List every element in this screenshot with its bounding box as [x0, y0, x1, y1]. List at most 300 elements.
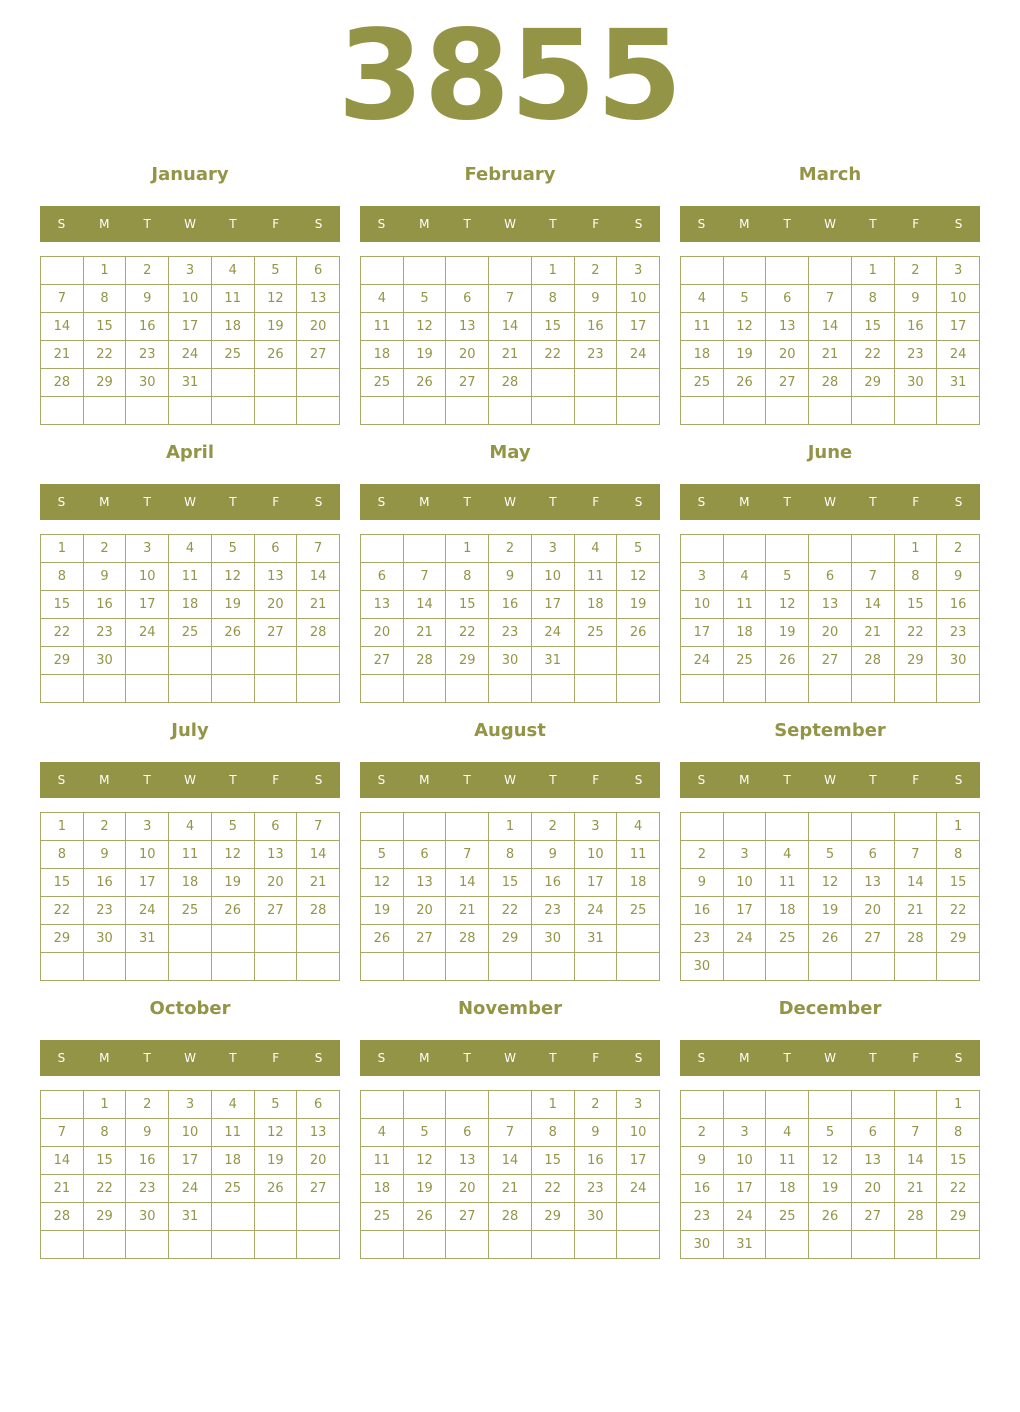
- day-cell: 4: [212, 1091, 255, 1119]
- day-cell: 26: [724, 369, 767, 397]
- day-cell: 4: [724, 563, 767, 591]
- day-cell: 28: [41, 1203, 84, 1231]
- day-cell: 9: [895, 285, 938, 313]
- weekday-label: W: [184, 495, 196, 509]
- weekday-label: S: [697, 1051, 706, 1065]
- day-cell: 26: [809, 925, 852, 953]
- weekday-header: [360, 206, 660, 242]
- day-cell: 20: [809, 619, 852, 647]
- weekday-label: M: [419, 217, 430, 231]
- day-cell: [489, 257, 532, 285]
- day-cell: 29: [937, 925, 980, 953]
- day-cell: 25: [724, 647, 767, 675]
- month-name: September: [774, 720, 886, 741]
- weekday-label: S: [57, 495, 66, 509]
- day-cell: 14: [489, 1147, 532, 1175]
- day-cell: 13: [446, 313, 489, 341]
- day-cell: 10: [724, 869, 767, 897]
- day-cell: 9: [126, 1119, 169, 1147]
- day-cell: 30: [532, 925, 575, 953]
- weekday-label: S: [634, 1051, 643, 1065]
- day-cell: 25: [212, 341, 255, 369]
- day-cell: 24: [126, 619, 169, 647]
- day-cell: 2: [84, 813, 127, 841]
- day-cell: 30: [126, 1203, 169, 1231]
- day-cell: 31: [724, 1231, 767, 1259]
- weekday-label: T: [463, 1051, 471, 1065]
- day-cell: 19: [212, 869, 255, 897]
- day-cell: 15: [84, 313, 127, 341]
- day-cell: [446, 953, 489, 981]
- month-name: March: [798, 164, 862, 185]
- day-cell: 21: [895, 1175, 938, 1203]
- day-cell: 26: [255, 341, 298, 369]
- day-cell: 17: [681, 619, 724, 647]
- day-cell: 6: [404, 841, 447, 869]
- weekday-label: T: [869, 217, 877, 231]
- weekday-label: S: [954, 495, 963, 509]
- day-cell: 18: [169, 869, 212, 897]
- day-cell: [617, 953, 660, 981]
- day-grid: [360, 256, 660, 425]
- day-cell: 25: [361, 1203, 404, 1231]
- day-cell: 20: [446, 341, 489, 369]
- weekday-header: [40, 762, 340, 798]
- day-cell: 23: [895, 341, 938, 369]
- day-cell: 25: [766, 925, 809, 953]
- day-cell: 13: [852, 869, 895, 897]
- day-cell: [895, 397, 938, 425]
- day-cell: 9: [575, 1119, 618, 1147]
- day-cell: 27: [297, 1175, 340, 1203]
- day-cell: [404, 1231, 447, 1259]
- weekday-label: M: [99, 217, 110, 231]
- day-cell: 22: [532, 341, 575, 369]
- month-name: June: [807, 442, 853, 463]
- day-cell: 19: [212, 591, 255, 619]
- day-cell: 15: [84, 1147, 127, 1175]
- day-cell: 5: [212, 813, 255, 841]
- day-cell: [809, 1091, 852, 1119]
- day-cell: 6: [361, 563, 404, 591]
- day-cell: 8: [895, 563, 938, 591]
- day-cell: [255, 953, 298, 981]
- weekday-header: [680, 484, 980, 520]
- day-cell: 17: [532, 591, 575, 619]
- day-cell: 14: [446, 869, 489, 897]
- day-cell: 22: [852, 341, 895, 369]
- day-cell: 14: [852, 591, 895, 619]
- day-cell: 23: [575, 1175, 618, 1203]
- day-cell: 28: [41, 369, 84, 397]
- day-cell: 22: [41, 619, 84, 647]
- day-cell: 4: [169, 535, 212, 563]
- day-cell: 22: [446, 619, 489, 647]
- day-cell: [404, 1091, 447, 1119]
- day-cell: 9: [532, 841, 575, 869]
- day-cell: 26: [404, 1203, 447, 1231]
- day-grid: [40, 256, 340, 425]
- day-cell: 14: [895, 869, 938, 897]
- day-cell: 24: [724, 925, 767, 953]
- day-cell: 28: [404, 647, 447, 675]
- day-cell: [126, 647, 169, 675]
- day-cell: [724, 675, 767, 703]
- day-cell: 11: [617, 841, 660, 869]
- day-cell: 16: [681, 1175, 724, 1203]
- day-cell: 16: [681, 897, 724, 925]
- day-cell: 7: [852, 563, 895, 591]
- day-cell: 17: [169, 1147, 212, 1175]
- weekday-label: F: [912, 217, 920, 231]
- day-cell: 4: [361, 285, 404, 313]
- day-cell: 5: [212, 535, 255, 563]
- day-cell: 30: [575, 1203, 618, 1231]
- weekday-header: [40, 206, 340, 242]
- day-cell: [575, 397, 618, 425]
- day-cell: 16: [126, 313, 169, 341]
- day-cell: 18: [617, 869, 660, 897]
- weekday-label: F: [272, 1051, 280, 1065]
- day-cell: [724, 257, 767, 285]
- year-title: 3855: [337, 4, 683, 148]
- day-cell: 27: [766, 369, 809, 397]
- day-cell: 3: [126, 813, 169, 841]
- day-cell: 2: [532, 813, 575, 841]
- day-cell: 19: [617, 591, 660, 619]
- day-cell: 15: [489, 869, 532, 897]
- day-cell: 1: [446, 535, 489, 563]
- day-cell: 7: [41, 285, 84, 313]
- day-cell: [575, 1231, 618, 1259]
- day-cell: 2: [489, 535, 532, 563]
- day-cell: 17: [126, 591, 169, 619]
- day-cell: [126, 675, 169, 703]
- day-cell: 16: [84, 591, 127, 619]
- day-cell: 17: [617, 1147, 660, 1175]
- day-cell: [446, 675, 489, 703]
- day-cell: [255, 1203, 298, 1231]
- day-cell: 4: [766, 1119, 809, 1147]
- day-cell: [446, 813, 489, 841]
- day-cell: [809, 953, 852, 981]
- day-cell: 29: [446, 647, 489, 675]
- weekday-label: W: [824, 773, 836, 787]
- weekday-label: T: [143, 217, 151, 231]
- day-cell: 24: [724, 1203, 767, 1231]
- day-cell: 3: [617, 257, 660, 285]
- weekday-label: W: [184, 1051, 196, 1065]
- day-cell: 10: [169, 285, 212, 313]
- weekday-label: F: [272, 217, 280, 231]
- day-cell: [809, 257, 852, 285]
- day-cell: [84, 953, 127, 981]
- day-cell: 23: [575, 341, 618, 369]
- day-cell: 29: [489, 925, 532, 953]
- day-cell: 3: [126, 535, 169, 563]
- day-cell: [895, 813, 938, 841]
- day-cell: 3: [937, 257, 980, 285]
- day-cell: 27: [809, 647, 852, 675]
- day-cell: 6: [852, 841, 895, 869]
- day-cell: 7: [41, 1119, 84, 1147]
- day-cell: 5: [809, 1119, 852, 1147]
- day-cell: 18: [169, 591, 212, 619]
- day-cell: [895, 675, 938, 703]
- month-name: December: [778, 998, 882, 1019]
- day-cell: 30: [84, 925, 127, 953]
- day-cell: 6: [446, 1119, 489, 1147]
- day-cell: 10: [126, 841, 169, 869]
- weekday-label: S: [634, 495, 643, 509]
- day-cell: 20: [255, 591, 298, 619]
- day-cell: 25: [169, 897, 212, 925]
- day-cell: [852, 813, 895, 841]
- day-cell: 24: [126, 897, 169, 925]
- day-cell: 26: [404, 369, 447, 397]
- day-cell: [446, 397, 489, 425]
- weekday-label: S: [697, 773, 706, 787]
- weekday-label: S: [314, 495, 323, 509]
- day-cell: 10: [617, 285, 660, 313]
- day-cell: [617, 925, 660, 953]
- day-cell: 19: [766, 619, 809, 647]
- day-cell: 2: [681, 1119, 724, 1147]
- day-cell: 22: [937, 897, 980, 925]
- weekday-label: T: [229, 495, 237, 509]
- weekday-header: [360, 1040, 660, 1076]
- day-cell: [361, 535, 404, 563]
- day-cell: [809, 813, 852, 841]
- day-cell: [681, 257, 724, 285]
- weekday-label: F: [912, 1051, 920, 1065]
- day-cell: 6: [255, 535, 298, 563]
- day-cell: 31: [532, 647, 575, 675]
- day-cell: [575, 647, 618, 675]
- day-cell: [41, 257, 84, 285]
- day-cell: 23: [126, 1175, 169, 1203]
- weekday-label: T: [463, 773, 471, 787]
- weekday-label: F: [592, 1051, 600, 1065]
- day-cell: 20: [852, 897, 895, 925]
- day-cell: 23: [937, 619, 980, 647]
- month-name: October: [149, 998, 231, 1019]
- day-cell: [489, 397, 532, 425]
- day-cell: 2: [126, 257, 169, 285]
- day-cell: 5: [617, 535, 660, 563]
- day-cell: 12: [809, 1147, 852, 1175]
- day-cell: 26: [617, 619, 660, 647]
- day-cell: 6: [297, 1091, 340, 1119]
- day-cell: [169, 925, 212, 953]
- day-cell: 1: [84, 257, 127, 285]
- day-cell: 30: [937, 647, 980, 675]
- month-name: August: [474, 720, 546, 741]
- day-cell: 17: [724, 1175, 767, 1203]
- day-cell: 5: [724, 285, 767, 313]
- day-cell: [404, 675, 447, 703]
- day-cell: 11: [361, 1147, 404, 1175]
- weekday-label: M: [739, 217, 750, 231]
- day-cell: 24: [617, 341, 660, 369]
- day-cell: 12: [255, 1119, 298, 1147]
- day-cell: 18: [766, 1175, 809, 1203]
- day-cell: [852, 675, 895, 703]
- day-cell: 12: [255, 285, 298, 313]
- day-cell: 9: [84, 563, 127, 591]
- day-cell: 23: [84, 619, 127, 647]
- day-cell: 5: [404, 285, 447, 313]
- day-cell: 26: [212, 897, 255, 925]
- weekday-label: T: [783, 217, 791, 231]
- month-name: May: [489, 442, 531, 463]
- day-cell: 10: [681, 591, 724, 619]
- day-cell: 24: [169, 341, 212, 369]
- weekday-label: F: [912, 495, 920, 509]
- weekday-label: S: [377, 1051, 386, 1065]
- weekday-label: T: [869, 773, 877, 787]
- day-cell: [895, 953, 938, 981]
- day-cell: [212, 1231, 255, 1259]
- day-cell: 12: [809, 869, 852, 897]
- day-cell: 2: [575, 257, 618, 285]
- day-cell: 13: [852, 1147, 895, 1175]
- weekday-label: M: [419, 1051, 430, 1065]
- day-cell: 29: [532, 1203, 575, 1231]
- day-cell: [404, 257, 447, 285]
- day-cell: 25: [617, 897, 660, 925]
- day-cell: [766, 397, 809, 425]
- day-cell: [41, 953, 84, 981]
- day-cell: [297, 675, 340, 703]
- day-cell: 24: [532, 619, 575, 647]
- day-cell: 9: [126, 285, 169, 313]
- day-cell: 12: [724, 313, 767, 341]
- day-cell: 14: [809, 313, 852, 341]
- day-cell: [361, 953, 404, 981]
- weekday-label: S: [697, 495, 706, 509]
- day-cell: 21: [489, 341, 532, 369]
- day-cell: 24: [617, 1175, 660, 1203]
- day-cell: 8: [532, 1119, 575, 1147]
- day-cell: 4: [212, 257, 255, 285]
- day-cell: 4: [766, 841, 809, 869]
- day-cell: 20: [297, 313, 340, 341]
- day-cell: 3: [724, 841, 767, 869]
- day-cell: [84, 1231, 127, 1259]
- day-cell: [809, 535, 852, 563]
- day-cell: [446, 1231, 489, 1259]
- day-cell: 15: [937, 869, 980, 897]
- day-grid: [40, 1090, 340, 1259]
- day-cell: 28: [809, 369, 852, 397]
- weekday-label: T: [549, 495, 557, 509]
- day-cell: 25: [212, 1175, 255, 1203]
- day-cell: 20: [361, 619, 404, 647]
- day-cell: 3: [169, 1091, 212, 1119]
- day-cell: 30: [895, 369, 938, 397]
- day-cell: 10: [937, 285, 980, 313]
- weekday-label: S: [314, 217, 323, 231]
- day-cell: 29: [41, 647, 84, 675]
- day-cell: 28: [852, 647, 895, 675]
- day-cell: [255, 397, 298, 425]
- day-cell: [809, 675, 852, 703]
- day-cell: 27: [852, 925, 895, 953]
- day-cell: 9: [575, 285, 618, 313]
- day-cell: [766, 1231, 809, 1259]
- day-cell: 21: [852, 619, 895, 647]
- day-cell: 18: [212, 1147, 255, 1175]
- day-cell: [617, 369, 660, 397]
- day-cell: 22: [532, 1175, 575, 1203]
- weekday-label: W: [824, 217, 836, 231]
- day-cell: 15: [41, 591, 84, 619]
- day-cell: 13: [255, 563, 298, 591]
- day-cell: 3: [169, 257, 212, 285]
- day-cell: [681, 535, 724, 563]
- day-cell: 1: [41, 813, 84, 841]
- day-cell: [724, 1091, 767, 1119]
- month-name: July: [171, 720, 209, 741]
- day-cell: 5: [361, 841, 404, 869]
- day-cell: 6: [297, 257, 340, 285]
- day-cell: [41, 397, 84, 425]
- day-cell: 18: [361, 1175, 404, 1203]
- day-cell: [681, 813, 724, 841]
- day-cell: 10: [126, 563, 169, 591]
- day-cell: 22: [84, 341, 127, 369]
- day-cell: 11: [212, 1119, 255, 1147]
- day-cell: 26: [361, 925, 404, 953]
- day-cell: 13: [809, 591, 852, 619]
- day-cell: 10: [724, 1147, 767, 1175]
- day-cell: 8: [41, 563, 84, 591]
- day-cell: 23: [681, 1203, 724, 1231]
- day-cell: [489, 675, 532, 703]
- day-cell: 29: [84, 369, 127, 397]
- day-cell: 20: [297, 1147, 340, 1175]
- weekday-label: T: [229, 773, 237, 787]
- day-cell: [404, 535, 447, 563]
- weekday-label: M: [739, 1051, 750, 1065]
- day-cell: 30: [681, 953, 724, 981]
- day-cell: 1: [852, 257, 895, 285]
- day-cell: 29: [937, 1203, 980, 1231]
- day-cell: 28: [297, 897, 340, 925]
- day-cell: [169, 647, 212, 675]
- day-cell: 14: [404, 591, 447, 619]
- day-cell: 4: [617, 813, 660, 841]
- day-cell: 7: [489, 285, 532, 313]
- day-cell: [297, 369, 340, 397]
- day-cell: 5: [766, 563, 809, 591]
- day-cell: 12: [766, 591, 809, 619]
- day-cell: [255, 369, 298, 397]
- day-cell: 30: [681, 1231, 724, 1259]
- day-cell: [937, 675, 980, 703]
- day-cell: 10: [617, 1119, 660, 1147]
- day-cell: [361, 397, 404, 425]
- day-cell: 13: [297, 1119, 340, 1147]
- day-cell: [809, 1231, 852, 1259]
- day-cell: [84, 675, 127, 703]
- weekday-label: T: [229, 217, 237, 231]
- day-cell: [724, 813, 767, 841]
- day-cell: [212, 953, 255, 981]
- day-cell: [41, 1091, 84, 1119]
- day-cell: 24: [169, 1175, 212, 1203]
